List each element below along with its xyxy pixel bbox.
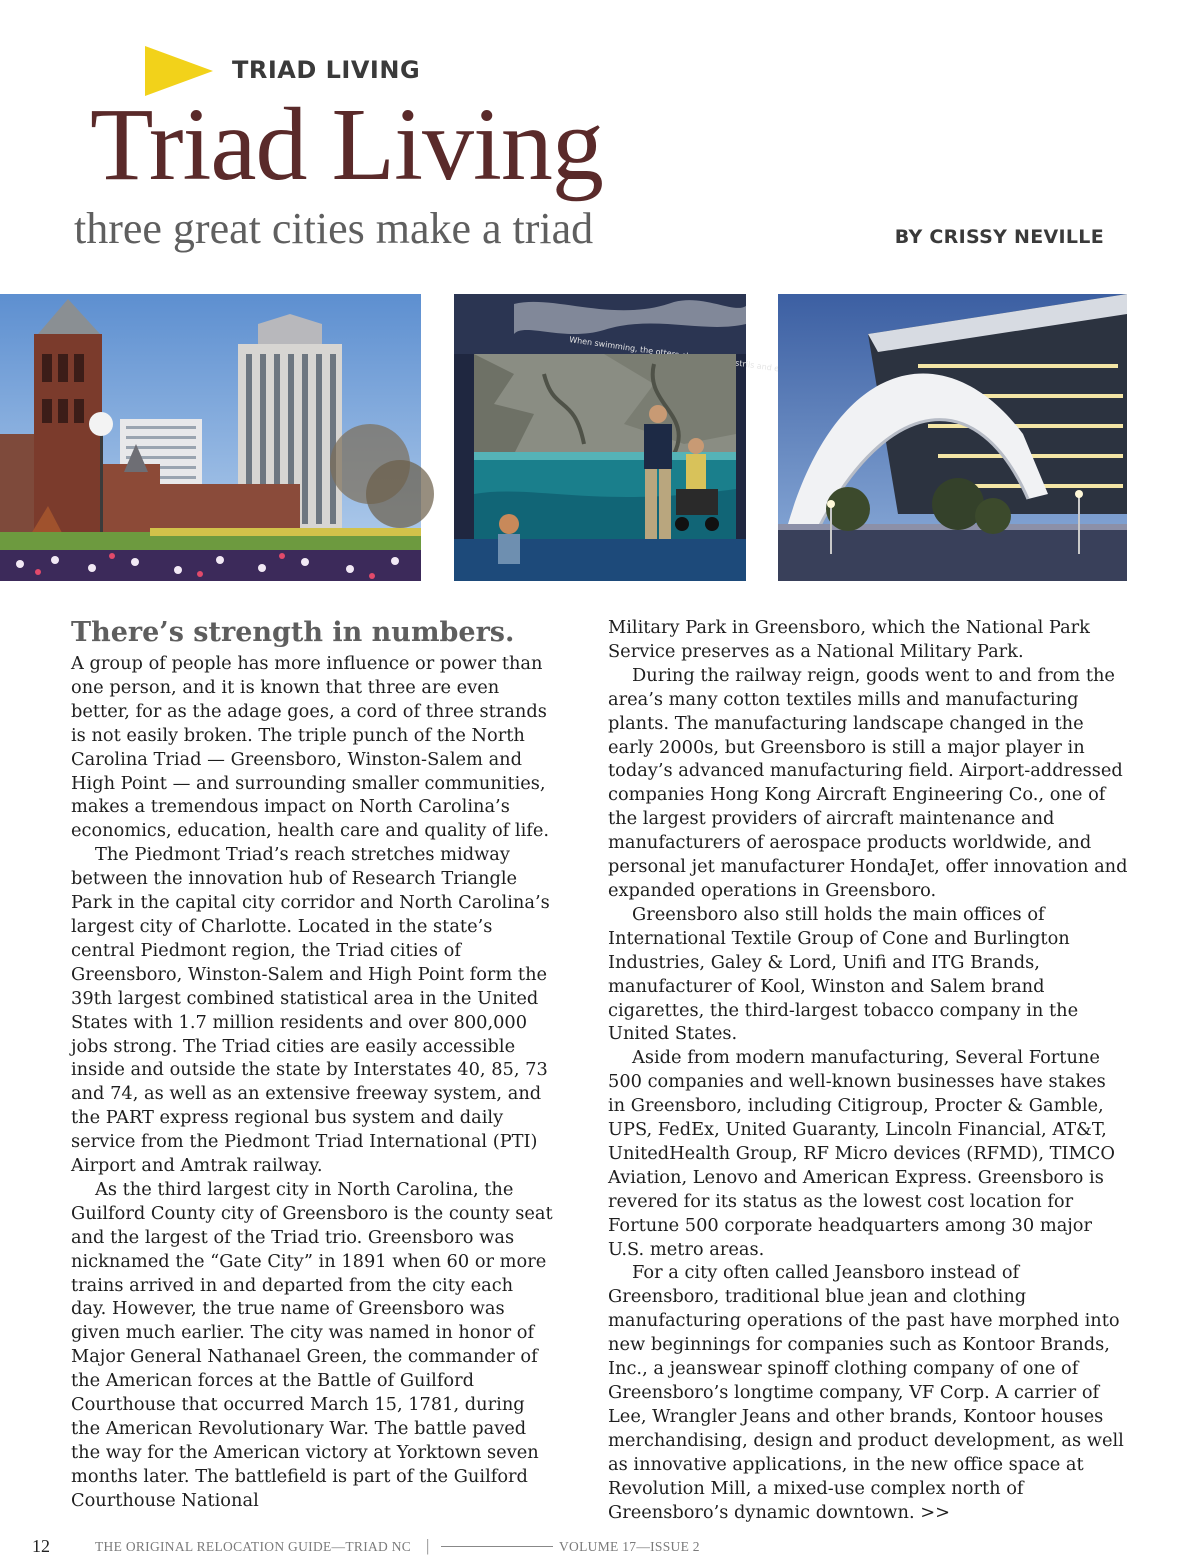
volume-issue: VOLUME 17—ISSUE 2 <box>559 1539 700 1554</box>
byline: BY CRISSY NEVILLE <box>894 226 1104 248</box>
article-column-1 <box>71 616 553 1513</box>
article-paragraph: During the railway reign, goods went to and from the area’s many cotton textiles mills and manufacturing plants. The manufacturing landscape changed in the early 2000s, but Greensboro is still a major player in today’s advanced manufacturing field. Airport-addressed companies Hong Kong Aircraft Engineering Co., one of the largest providers of aircraft maintenance and manufacturers of aerospace products worldwide, and personal jet manufacturer HondaJet, offer innovation and expanded operations in Greensboro. <box>608 664 1128 901</box>
footer-separator: | <box>426 1536 430 1555</box>
photo-aquarium <box>454 294 773 581</box>
article-paragraph: As the third largest city in North Carolina, the Guilford County city of Greensboro is the county seat and the largest of the Triad trio. Greensboro was nicknamed the “Gate City” in 1891 when 60 or more trains arrived in and departed from the city each day. However, the true name of Greensboro was given much earlier. The city was named in honor of Major General Nathanael Green, the commander of the American forces at the Battle of Guilford Courthouse that occurred March 15, 1781, during the American Revolutionary War. The battle paved the way for the American victory at Yorktown seven months later. The battlefield is part of the Guilford Courthouse National <box>71 1178 553 1511</box>
article-paragraph: For a city often called Jeansboro instead of Greensboro, traditional blue jean and clothing manufacturing operations of the past have morphed into new beginnings for companies such as Kontoor Brands, Inc., a jeanswear spinoff clothing company of one of Greensboro’s longtime company, VF Corp. A carrier of Lee, Wrangler Jeans and other brands, Kontoor houses merchandising, design and product development, as well as innovative applications, in the new office space at Revolution Mill, a mixed-use complex north of Greensboro’s dynamic downtown. >> <box>608 1262 1124 1523</box>
publication-name: THE ORIGINAL RELOCATION GUIDE—TRIAD NC <box>95 1539 412 1554</box>
article-paragraph: Greensboro also still holds the main offices of International Textile Group of Cone and Burlington Industries, Galey & Lord, Unifi and ITG Brands, manufacturer of Kool, Winston and Salem brand cigarettes, the third-largest tobacco company in the United States. <box>608 903 1079 1045</box>
article-paragraph: Military Park in Greensboro, which the National Park Service preserves as a National Military Park. <box>608 617 1090 662</box>
article-paragraph: The Piedmont Triad’s reach stretches midway between the innovation hub of Research Triangle Park in the capital city corridor and North Carolina’s largest city of Charlotte. Located in the state’s central Piedmont region, the Triad cities of Greensboro, Winston-Salem and High Point form the 39th largest combined statistical area in the United States with 1.7 million residents and over 800,000 jobs strong. The Triad cities are easily accessible inside and outside the state by Interstates 40, 85, 73 and 74, as well as an extensive freeway system, and the PART express regional bus system and daily service from the Piedmont Triad International (PTI) Airport and Amtrak railway. <box>71 844 550 1177</box>
article-lead-heading: There’s strength in numbers. <box>71 617 515 648</box>
page-title: Triad Living <box>90 87 603 202</box>
page-number: 12 <box>32 1536 50 1556</box>
article-column-2 <box>608 616 1128 1524</box>
page-footer <box>0 1536 1200 1560</box>
footer-rule <box>441 1546 553 1547</box>
photo-arch-building <box>778 294 1127 581</box>
article-paragraph: A group of people has more influence or power than one person, and it is known that three are even better, for as the adage goes, a cord of three strands is not easily broken. The triple punch of the North Carolina Triad — Greensboro, Winston-Salem and High Point — and surrounding smaller communities, makes a tremendous impact on North Carolina’s economics, education, health care and quality of life. <box>71 653 550 842</box>
section-label: TRIAD LIVING <box>232 56 421 84</box>
photo-downtown-greensboro <box>0 294 421 581</box>
aquarium-sign-text: When swimming, the otters nostrils and <box>568 335 773 373</box>
page-subtitle: three great cities make a triad <box>74 204 594 253</box>
article-paragraph: Aside from modern manufacturing, Several Fortune 500 companies and well-known businesses have stakes in Greensboro, including Citigroup, Procter & Gamble, UPS, FedEx, United Guaranty, Lincoln Financial, AT&T, UnitedHealth Group, RF Micro devices (RFMD), TIMCO Aviation, Lenovo and American Express. Greensboro is revered for its status as the lowest cost location for Fortune 500 corporate headquarters among 30 major U.S. metro areas. <box>608 1047 1115 1260</box>
